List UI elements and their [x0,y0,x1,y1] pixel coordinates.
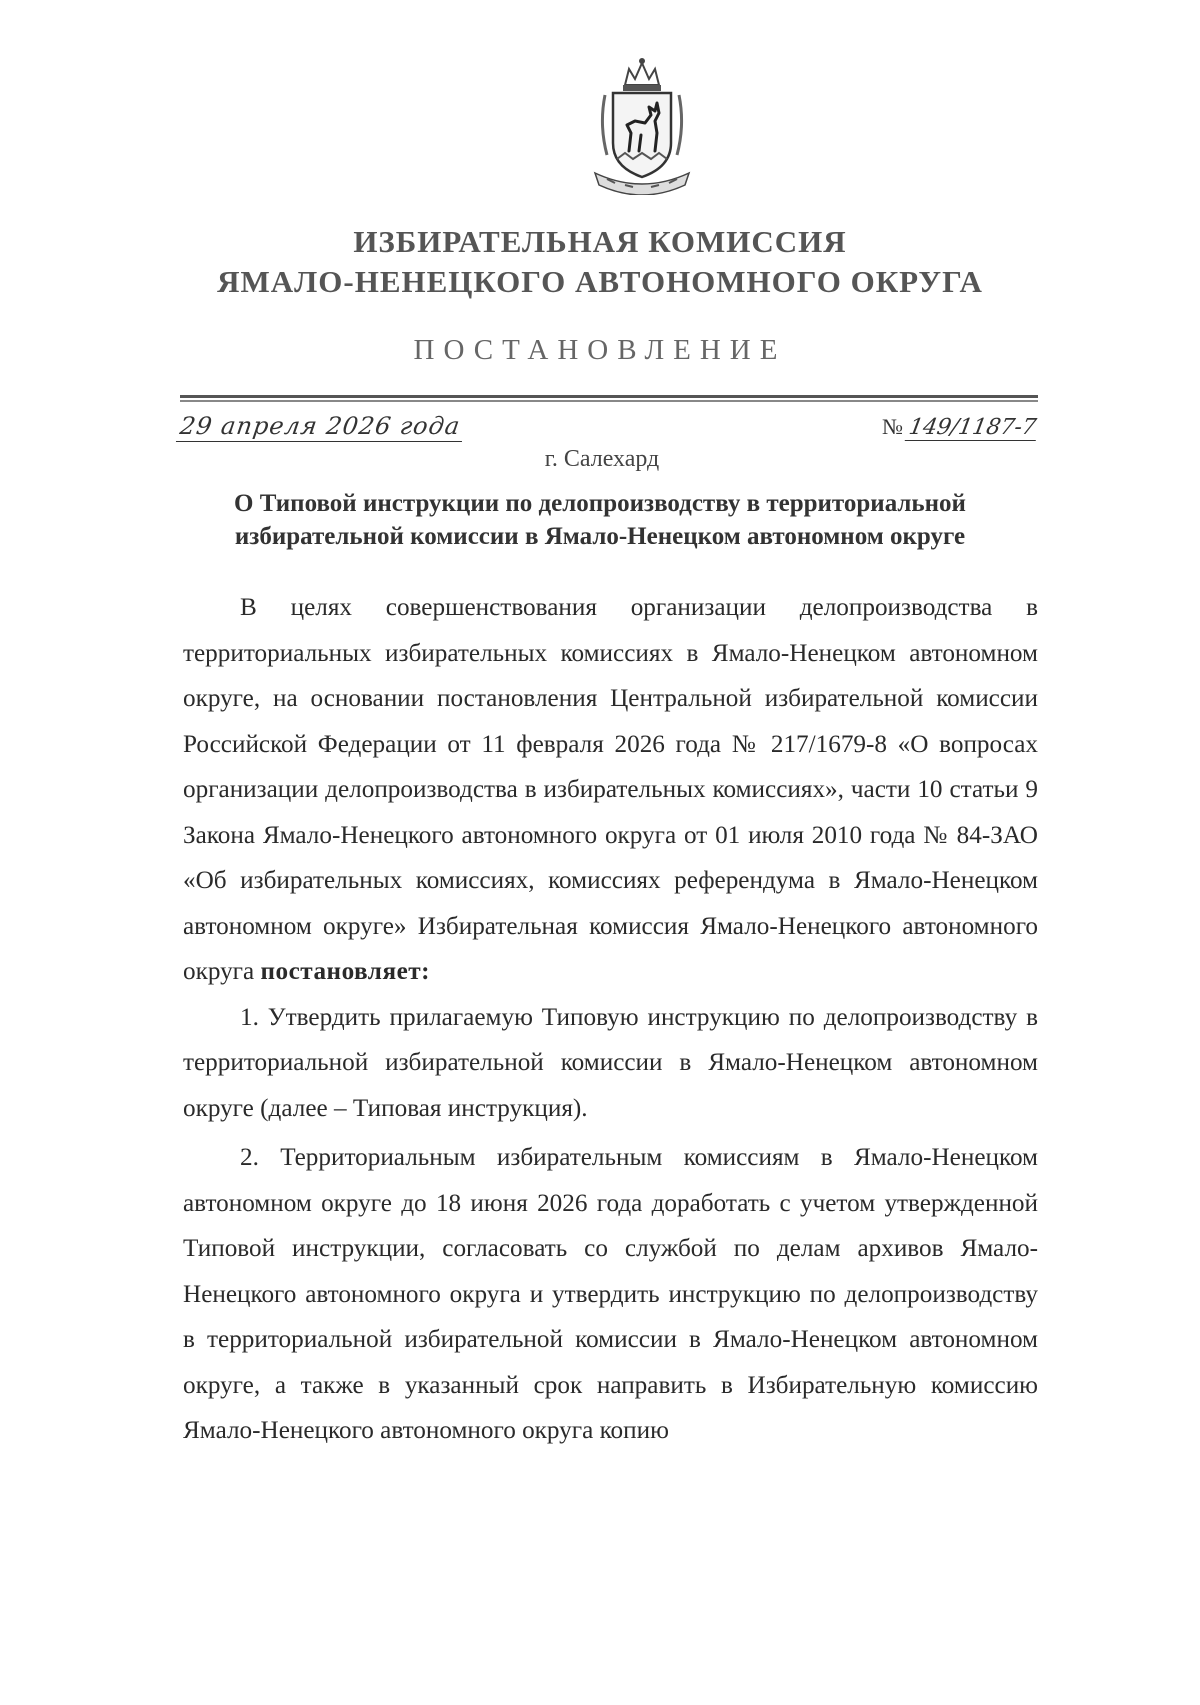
document-body [183,585,1038,1454]
document-heading [120,487,1080,553]
header-divider-thin [180,400,1038,402]
preamble-text: В целях совершенствования организации делопроизводства в территориальных избирательных комиссиях в Ямало-Ненецком автономном округе, на основании постановления Центральной избирательной комиссии Российской Федерации от 11 февраля 2026 года № 217/1679-8 «О вопросах организации делопроизводства в избирательных комиссиях», части 10 статьи 9 Закона Ямало-Ненецкого автономного округа от 01 июля 2010 года № 84-ЗАО «Об избирательных комиссиях, комиссиях референдума в Ямало-Ненецком автономном округе» Избирательная комиссия Ямало-Ненецкого автономного округа [183,594,1038,985]
resolution-item-2: 2. Территориальным избирательным комиссиям в Ямало-Ненецком автономном округе до 18 июня 2026 года доработать с учетом утвержденной Типовой инструкции, согласовать со службой по делам архивов Ямало-Ненецкого автономного округа и утвердить инструкцию по делопроизводству в территориальной избирательной комиссии в Ямало-Ненецком автономном округе, а также в указанный срок направить в Избирательную комиссию Ямало-Ненецкого автономного округа копию [183,1144,1038,1444]
city: г. Салехард [544,446,660,472]
organization-name-line2: ЯМАЛО-НЕНЕЦКОГО АВТОНОМНОГО ОКРУГА [217,264,983,299]
resolution-item-1: 1. Утвердить прилагаемую Типовую инструкцию по делопроизводству в территориальной избирательной комиссии в Ямало-Ненецком автономном округе (далее – Типовая инструкция). [183,1003,1038,1122]
document-number [882,414,1038,441]
preamble-resolves: постановляет: [260,958,431,985]
organization-name-line1: ИЗБИРАТЕЛЬНАЯ КОМИССИЯ [353,224,847,259]
document-heading-line1: О Типовой инструкции по делопроизводству в территориальной [234,490,966,517]
document-heading-line2: избирательной комиссии в Ямало-Ненецком автономном округе [234,523,966,550]
organization-name [0,222,1200,302]
document-type: ПОСТАНОВЛЕНИЕ [413,334,787,366]
coat-of-arms-icon [585,55,699,195]
preamble-paragraph [183,585,1038,995]
document-number-value: 149/1187-7 [905,415,1040,441]
header-divider [180,395,1038,398]
number-sign: № [882,414,903,439]
document-date: 29 апреля 2026 года [176,412,466,442]
